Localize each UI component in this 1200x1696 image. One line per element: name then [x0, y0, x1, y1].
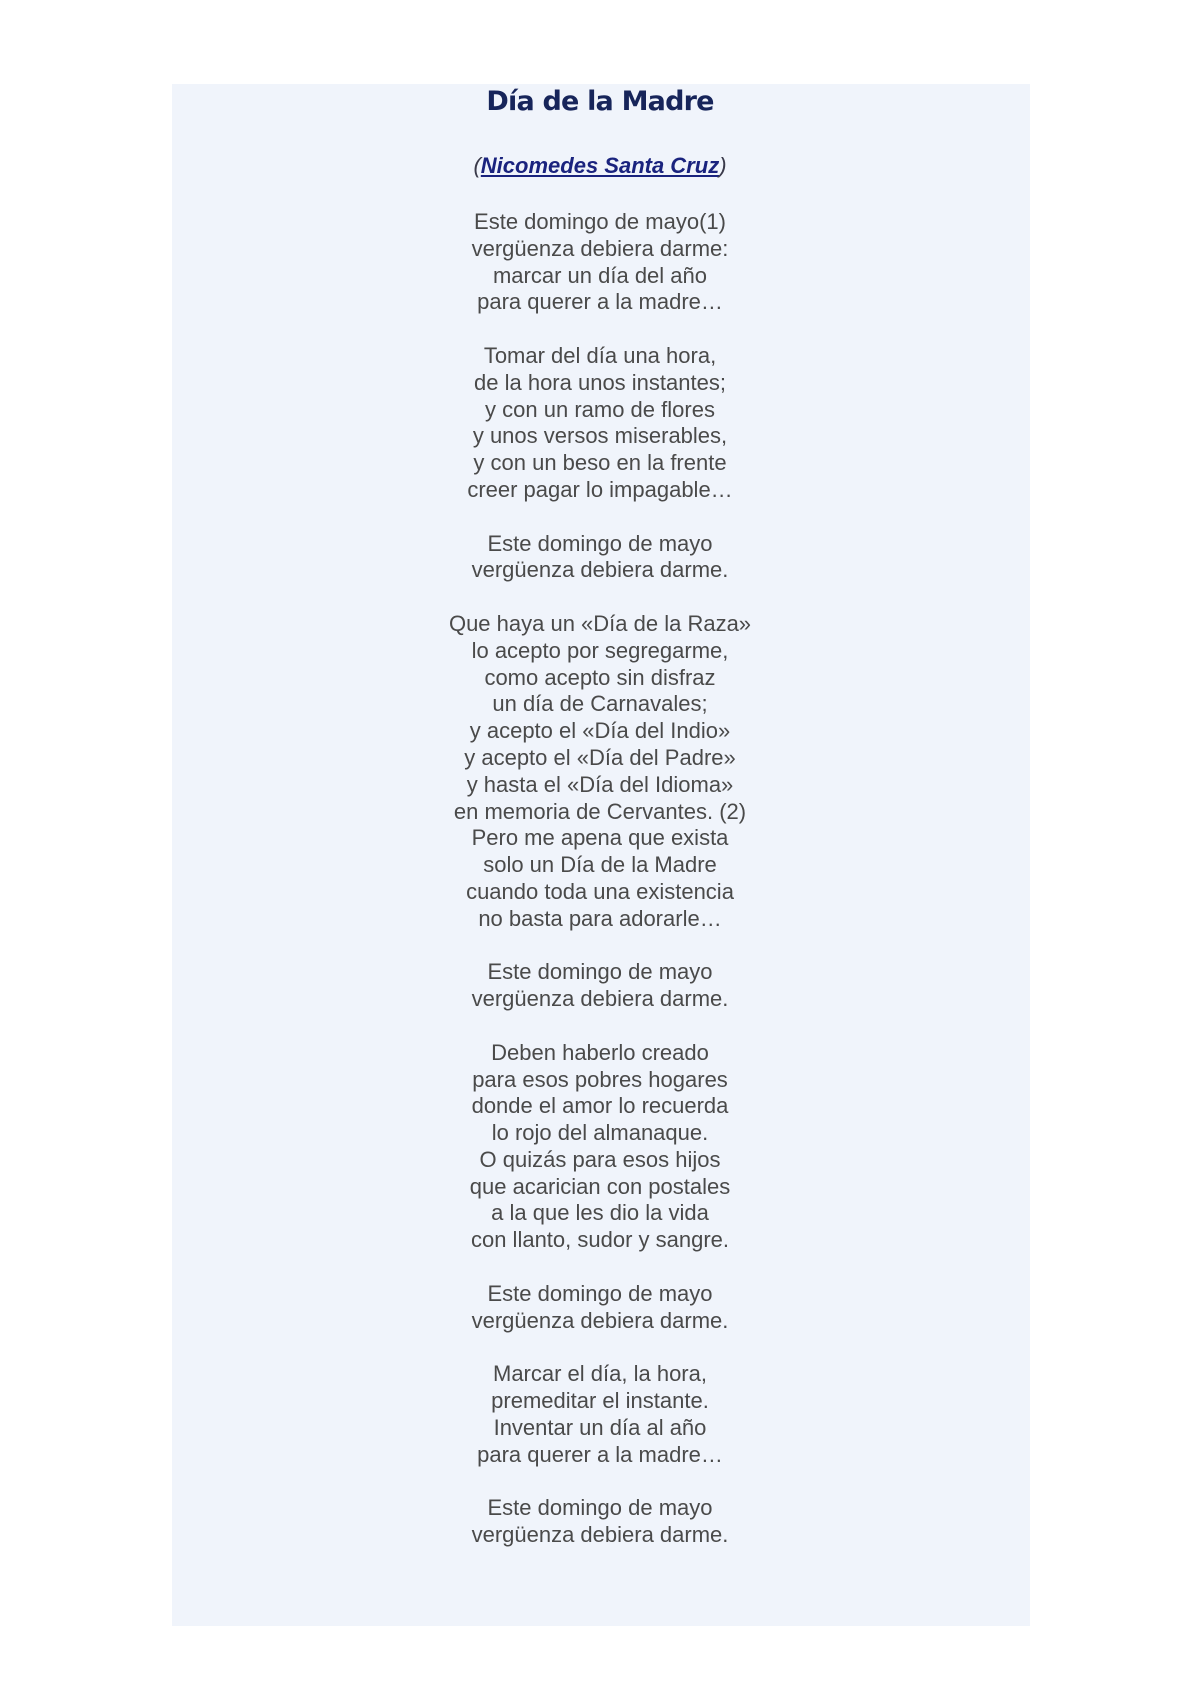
poem-line: vergüenza debiera darme.: [471, 1522, 729, 1548]
poem-line: donde el amor lo recuerda: [471, 1093, 729, 1119]
poem-line: y con un ramo de flores: [485, 396, 715, 422]
poem-line: vergüenza debiera darme:: [471, 235, 729, 261]
poem-line: cuando toda una existencia: [466, 878, 734, 904]
poem-line: y acepto el «Día del Padre»: [464, 744, 736, 770]
stanza: [0, 209, 1200, 316]
poem-line: O quizás para esos hijos: [479, 1146, 721, 1172]
poem-title: Día de la Madre: [486, 86, 714, 117]
author-link[interactable]: Nicomedes Santa Cruz: [480, 153, 720, 178]
stanza: [0, 1361, 1200, 1468]
stanza: [0, 1495, 1200, 1549]
poem-line: y unos versos miserables,: [472, 423, 728, 449]
stanza: [0, 611, 1200, 933]
poem-line: Deben haberlo creado: [491, 1039, 709, 1065]
poem-line: para querer a la madre…: [477, 289, 723, 315]
poem-line: vergüenza debiera darme.: [471, 1307, 729, 1333]
author-close-paren: ): [719, 153, 727, 178]
poem-line: no basta para adorarle…: [478, 905, 722, 931]
poem-line: Marcar el día, la hora,: [493, 1361, 707, 1387]
poem-line: Este domingo de mayo(1): [474, 209, 726, 234]
poem-line: Tomar del día una hora,: [483, 342, 717, 368]
poem-line: un día de Carnavales;: [492, 691, 708, 717]
poem-line: como acepto sin disfraz: [484, 664, 716, 690]
poem-line: Inventar un día al año: [493, 1414, 707, 1440]
poem-line: y acepto el «Día del Indio»: [469, 718, 731, 744]
poem-line: Este domingo de mayo: [487, 959, 713, 985]
poem-line: lo rojo del almanaque.: [491, 1120, 709, 1146]
poem-body: [0, 209, 1200, 1576]
poem-line: a la que les dio la vida: [491, 1200, 709, 1226]
poem-line: Pero me apena que exista: [471, 825, 729, 851]
stanza: [0, 343, 1200, 504]
poem-line: lo acepto por segregarme,: [471, 637, 729, 663]
poem-line: Este domingo de mayo: [487, 1280, 713, 1306]
poem-line: y con un beso en la frente: [473, 450, 727, 476]
poem-line: Este domingo de mayo: [487, 1495, 713, 1521]
poem-line: en memoria de Cervantes. (2): [453, 798, 747, 824]
poem-line: vergüenza debiera darme.: [471, 986, 729, 1012]
poem-line: marcar un día del año: [492, 262, 708, 288]
stanza: [0, 531, 1200, 585]
poem-line: vergüenza debiera darme.: [471, 557, 729, 583]
poem-line: Este domingo de mayo: [487, 530, 713, 556]
poem-line: para esos pobres hogares: [472, 1066, 728, 1092]
poem-line: con llanto, sudor y sangre.: [470, 1227, 730, 1253]
poem-line: Que haya un «Día de la Raza»: [448, 610, 752, 636]
poem-line: de la hora unos instantes;: [474, 369, 726, 395]
author-open-paren: (: [473, 153, 481, 178]
poem-line: y hasta el «Día del Idioma»: [466, 771, 734, 797]
stanza: [0, 1040, 1200, 1254]
author-line: [0, 153, 1200, 179]
poem-line: creer pagar lo impagable…: [467, 476, 733, 502]
stanza: [0, 1281, 1200, 1335]
stanza: [0, 959, 1200, 1013]
poem-line: premeditar el instante.: [491, 1388, 709, 1414]
poem-line: que acarician con postales: [469, 1173, 731, 1199]
poem-line: solo un Día de la Madre: [483, 852, 717, 878]
poem-line: para querer a la madre…: [477, 1441, 723, 1467]
